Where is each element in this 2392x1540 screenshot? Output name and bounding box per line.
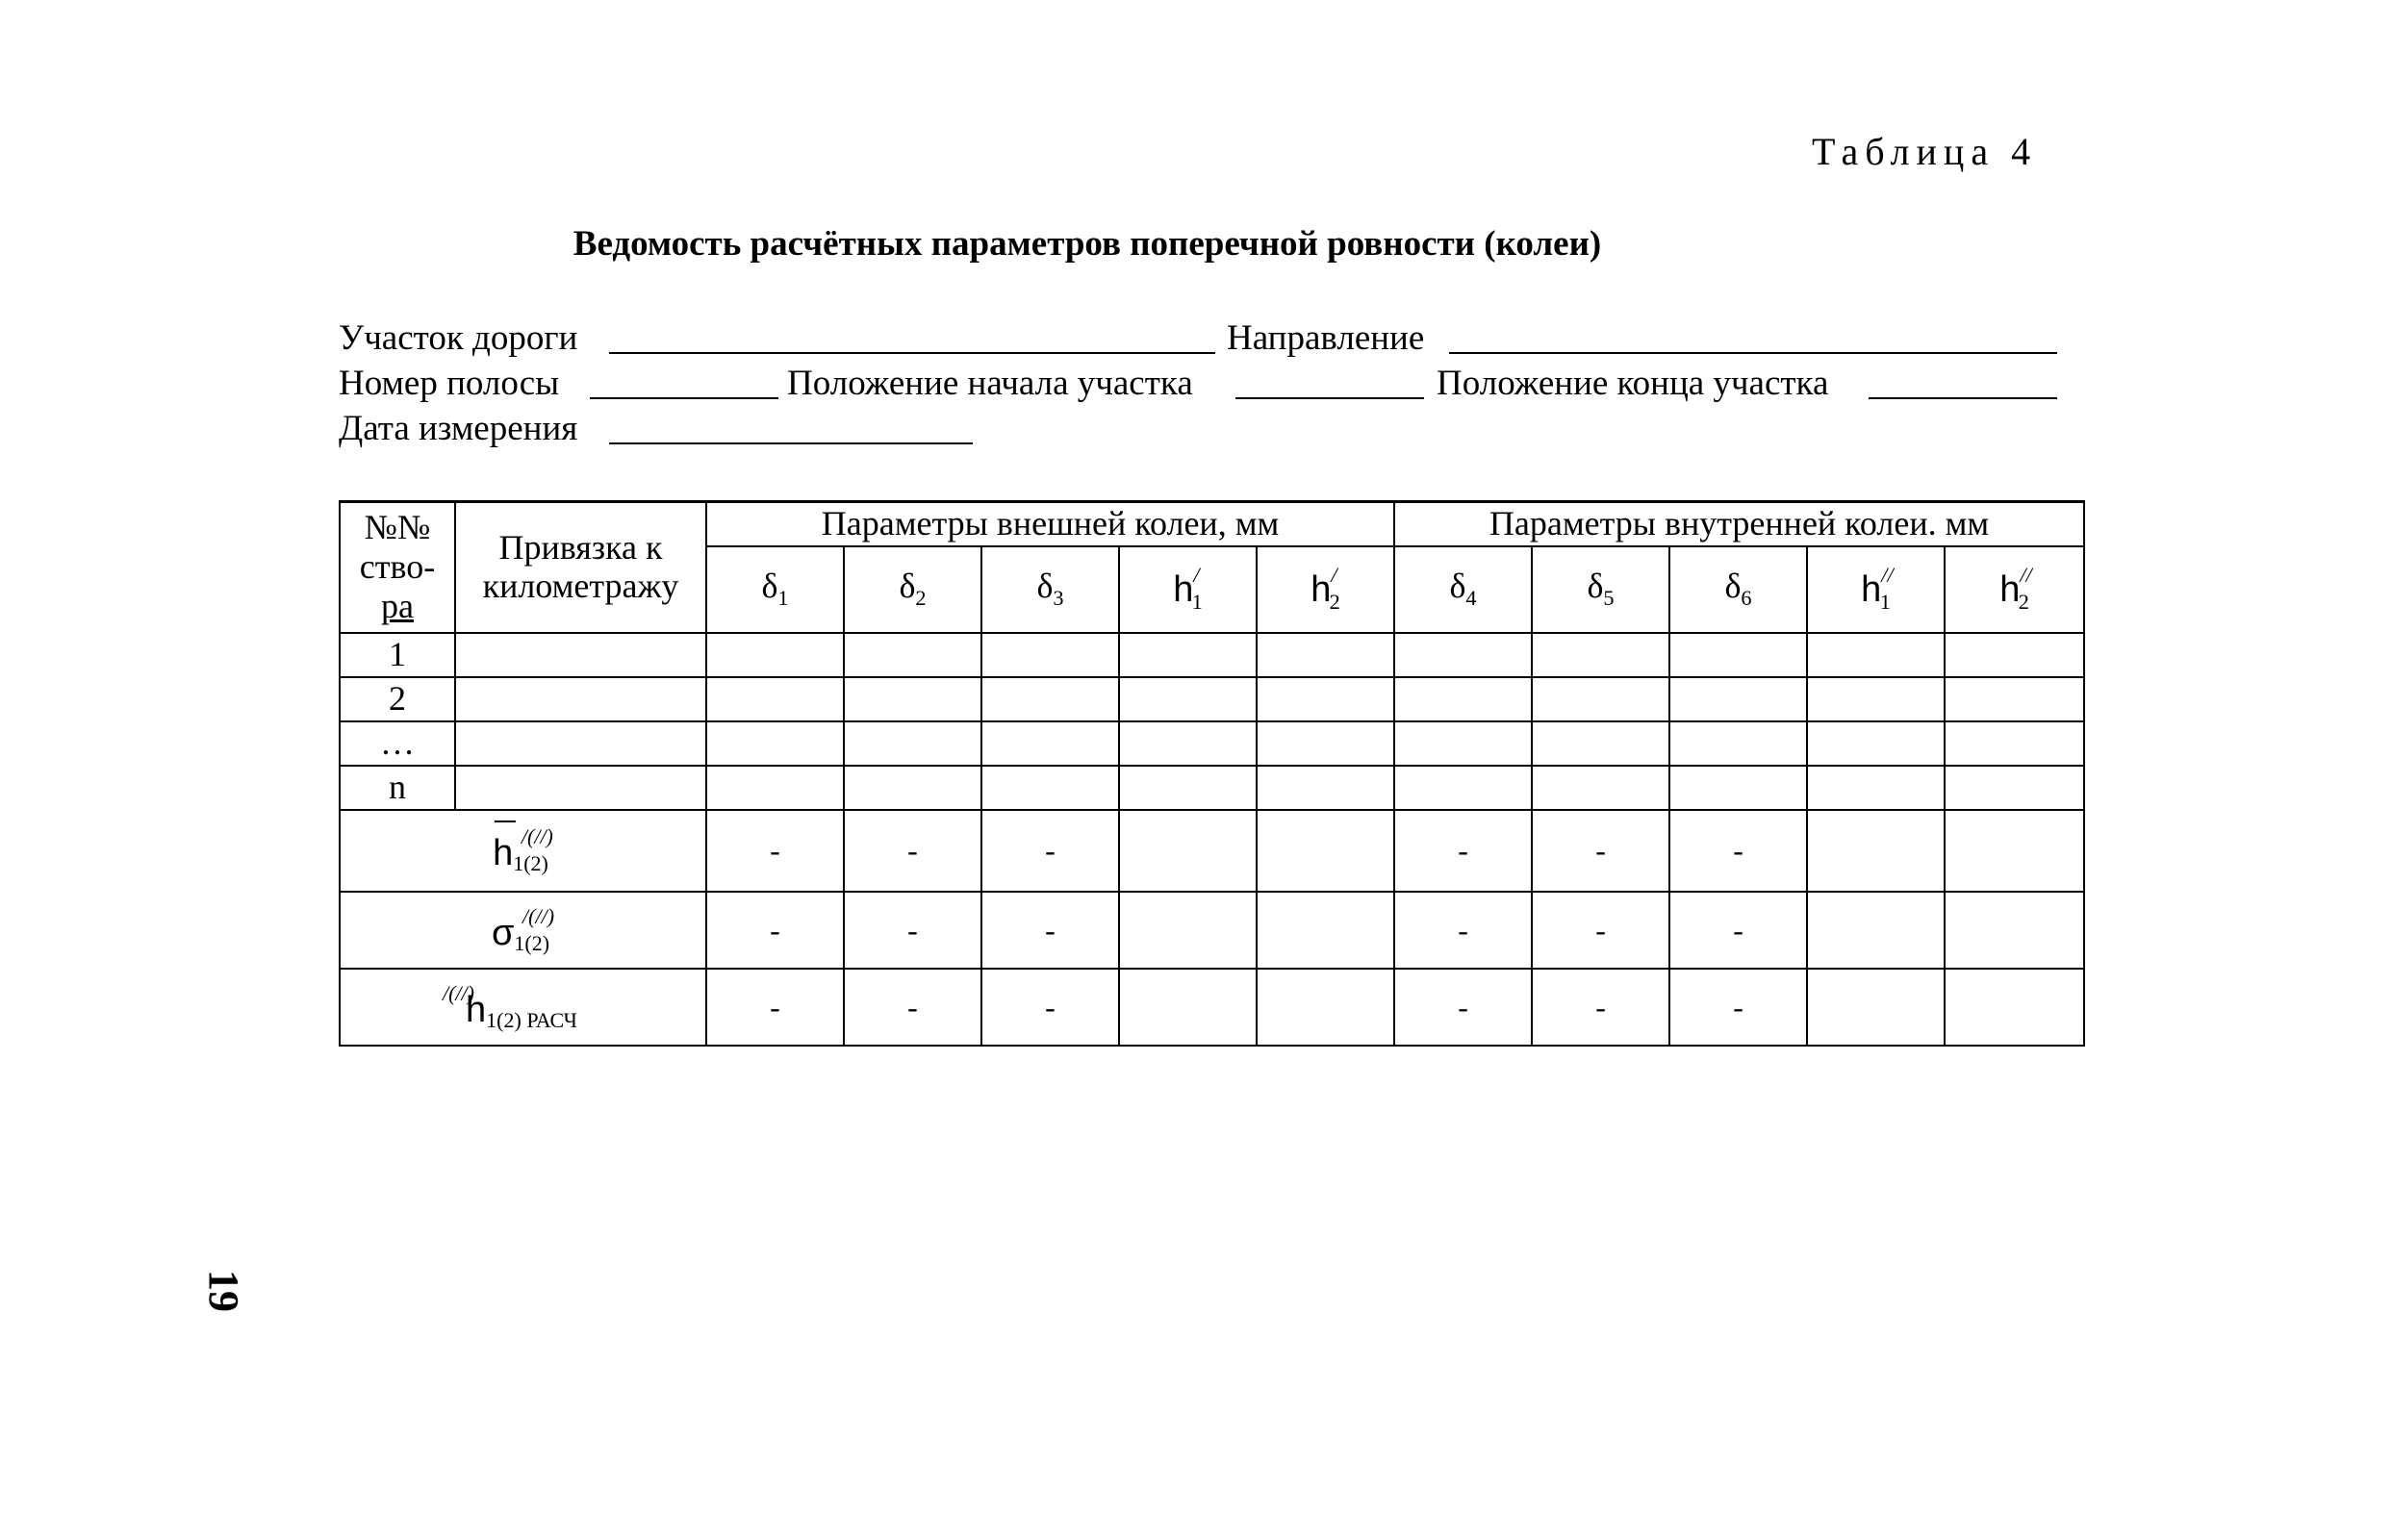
station-number-cell: n <box>340 766 455 810</box>
dash-cell: - <box>1669 810 1807 892</box>
table-cell[interactable] <box>706 677 844 721</box>
dash-cell: - <box>706 810 844 892</box>
table-cell[interactable] <box>1945 766 2084 810</box>
table-cell[interactable] <box>1945 721 2084 766</box>
table-cell[interactable] <box>844 633 981 677</box>
direction-field[interactable] <box>1449 352 2057 354</box>
table-cell[interactable] <box>706 721 844 766</box>
table-row <box>340 721 2084 766</box>
col-delta-1: $\delta_1$ <box>706 546 844 633</box>
table-cell[interactable] <box>981 633 1119 677</box>
table-cell[interactable] <box>1807 892 1945 969</box>
dash-cell: - <box>1669 892 1807 969</box>
col-h2-outer: $h^/_2$ <box>1257 546 1394 633</box>
station-number-cell: … <box>340 721 455 766</box>
table-cell[interactable] <box>706 766 844 810</box>
table-cell[interactable] <box>1119 721 1257 766</box>
outer-rut-group-header: Параметры внешней колеи, мм <box>706 502 1394 546</box>
section-start-field[interactable] <box>1235 397 1424 399</box>
table-cell[interactable] <box>1669 677 1807 721</box>
dash-cell: - <box>1394 892 1532 969</box>
table-cell[interactable] <box>455 633 706 677</box>
document-title: Ведомость расчётных параметров поперечной ровности (колеи) <box>573 224 1602 264</box>
col-delta-6: $\delta_6$ <box>1669 546 1807 633</box>
dash-cell: - <box>1669 969 1807 1046</box>
mean-depth-row <box>340 810 2084 892</box>
lane-number-field[interactable] <box>590 397 778 399</box>
table-row <box>340 766 2084 810</box>
table-cell[interactable] <box>844 677 981 721</box>
section-end-field[interactable] <box>1869 397 2057 399</box>
table-cell[interactable] <box>455 721 706 766</box>
table-cell[interactable] <box>1257 892 1394 969</box>
table-cell[interactable] <box>455 766 706 810</box>
table-number-label: Таблица 4 <box>1812 130 2038 173</box>
dash-cell: - <box>1532 969 1669 1046</box>
table-cell[interactable] <box>1945 677 2084 721</box>
lane-number-label: Номер полосы <box>339 364 560 403</box>
table-cell[interactable] <box>1257 677 1394 721</box>
mean-depth-label: h1(2)/(//) <box>340 810 706 892</box>
road-section-label: Участок дороги <box>339 318 578 358</box>
table-cell[interactable] <box>1669 633 1807 677</box>
table-cell[interactable] <box>981 677 1119 721</box>
dash-cell: - <box>981 810 1119 892</box>
std-deviation-row <box>340 892 2084 969</box>
table-cell[interactable] <box>1532 766 1669 810</box>
table-cell[interactable] <box>844 721 981 766</box>
measurement-date-label: Дата измерения <box>339 409 578 448</box>
table-cell[interactable] <box>1394 633 1532 677</box>
table-cell[interactable] <box>1394 766 1532 810</box>
station-number-cell: 2 <box>340 677 455 721</box>
station-number-header: №№ ство- ра <box>340 502 455 633</box>
dash-cell: - <box>844 892 981 969</box>
table-cell[interactable] <box>1257 633 1394 677</box>
col-delta-2: $\delta_2$ <box>844 546 981 633</box>
table-cell[interactable] <box>1807 677 1945 721</box>
table-cell[interactable] <box>1257 721 1394 766</box>
col-delta-4: $\delta_4$ <box>1394 546 1532 633</box>
col-delta-3: $\delta_3$ <box>981 546 1119 633</box>
table-cell[interactable] <box>1119 969 1257 1046</box>
table-cell[interactable] <box>1394 677 1532 721</box>
table-row <box>340 677 2084 721</box>
table-cell[interactable] <box>706 633 844 677</box>
road-section-field[interactable] <box>609 352 1215 354</box>
col-delta-5: $\delta_5$ <box>1532 546 1669 633</box>
table-cell[interactable] <box>1945 969 2084 1046</box>
dash-cell: - <box>706 892 844 969</box>
table-cell[interactable] <box>1119 677 1257 721</box>
section-end-label: Положение конца участка <box>1437 364 1829 403</box>
table-cell[interactable] <box>981 721 1119 766</box>
col-h1-inner: $h^{//}_1$ <box>1807 546 1945 633</box>
table-cell[interactable] <box>1257 810 1394 892</box>
km-binding-header: Привязка к километражу <box>455 502 706 633</box>
table-cell[interactable] <box>1807 633 1945 677</box>
dash-cell: - <box>706 969 844 1046</box>
table-row <box>340 633 2084 677</box>
dash-cell: - <box>844 969 981 1046</box>
table-cell[interactable] <box>1119 633 1257 677</box>
dash-cell: - <box>844 810 981 892</box>
table-cell[interactable] <box>1669 766 1807 810</box>
overbar-mark <box>495 820 516 822</box>
dash-cell: - <box>1532 892 1669 969</box>
measurement-date-field[interactable] <box>609 442 973 444</box>
table-cell[interactable] <box>1532 721 1669 766</box>
table-cell[interactable] <box>455 677 706 721</box>
col-h1-outer: $h^/_1$ <box>1119 546 1257 633</box>
table-cell[interactable] <box>1807 969 1945 1046</box>
page-number: 19 <box>200 1270 247 1312</box>
table-cell[interactable] <box>1945 810 2084 892</box>
dash-cell: - <box>981 969 1119 1046</box>
table-cell[interactable] <box>1119 892 1257 969</box>
section-start-label: Положение начала участка <box>787 364 1193 403</box>
dash-cell: - <box>1394 810 1532 892</box>
table-cell[interactable] <box>1669 721 1807 766</box>
rut-parameters-table <box>339 500 2085 1047</box>
table-cell[interactable] <box>1532 633 1669 677</box>
table-cell[interactable] <box>1807 766 1945 810</box>
table-cell[interactable] <box>1945 633 2084 677</box>
table-cell[interactable] <box>1257 969 1394 1046</box>
table-cell[interactable] <box>981 766 1119 810</box>
inner-rut-group-header: Параметры внутренней колеи. мм <box>1394 502 2084 546</box>
design-depth-label: h1(2) РАСЧ/(//) <box>340 969 706 1046</box>
direction-label: Направление <box>1227 318 1425 358</box>
dash-cell: - <box>1394 969 1532 1046</box>
std-deviation-label: σ1(2)/(//) <box>340 892 706 969</box>
table-cell[interactable] <box>1807 721 1945 766</box>
dash-cell: - <box>981 892 1119 969</box>
table-cell[interactable] <box>1119 766 1257 810</box>
col-h2-inner: $h^{//}_2$ <box>1945 546 2084 633</box>
table-cell[interactable] <box>1257 766 1394 810</box>
station-number-cell: 1 <box>340 633 455 677</box>
table-cell[interactable] <box>1807 810 1945 892</box>
table-cell[interactable] <box>1119 810 1257 892</box>
dash-cell: - <box>1532 810 1669 892</box>
design-depth-row <box>340 969 2084 1046</box>
table-cell[interactable] <box>1394 721 1532 766</box>
table-cell[interactable] <box>844 766 981 810</box>
table-cell[interactable] <box>1945 892 2084 969</box>
table-cell[interactable] <box>1532 677 1669 721</box>
